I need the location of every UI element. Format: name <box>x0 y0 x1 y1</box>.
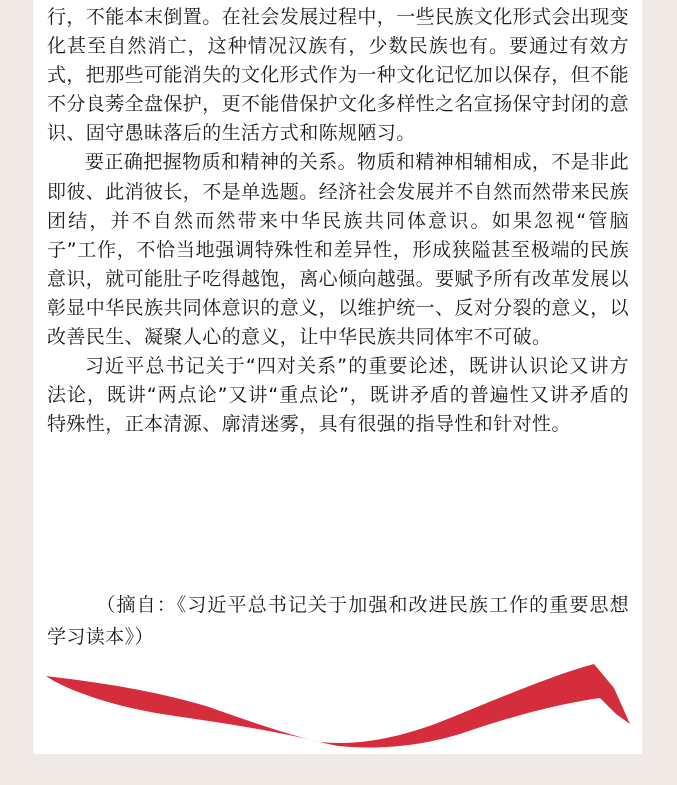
paragraph-material-spiritual: 要正确把握物质和精神的关系。物质和精神相辅相成，不是非此即彼、此消彼长，不是单选题。经济社会发展并不自然而然带来民族团结，并不自然而然带来中华民族共同体意识。如果忽视“管脑子”工作，不恰当地强调特殊性和差异性，形成狭隘甚至极端的民族意识，就可能肚子吃得越饱，离心倾向越强。要赋予所有改革发展以彰显中华民族共同体意识的意义，以维护统一、反对分裂的意义，以改善民生、凝聚人心的意义，让中华民族共同体牢不可破。 <box>47 151 630 349</box>
paragraph-continuation: 行，不能本末倒置。在社会发展过程中，一些民族文化形式会出现变化甚至自然消亡，这种情况汉族有，少数民族也有。要通过有效方式，把那些可能消失的文化形式作为一种文化记忆加以保存，但不能不分良莠全盘保护，更不能借保护文化多样性之名宣扬保守封闭的意识、固守愚昧落后的生活方式和陈规陋习。 <box>47 6 630 145</box>
article-body <box>47 3 629 439</box>
paragraph-four-relations: 习近平总书记关于“四对关系”的重要论述，既讲认识论又讲方法论，既讲“两点论”又讲“重点论”，既讲矛盾的普遍性又讲矛盾的特殊性，正本清源、廓清迷雾，具有很强的指导性和针对性。 <box>47 355 629 436</box>
source-citation: （摘自：《习近平总书记关于加强和改进民族工作的重要思想学习读本》） <box>47 594 629 648</box>
